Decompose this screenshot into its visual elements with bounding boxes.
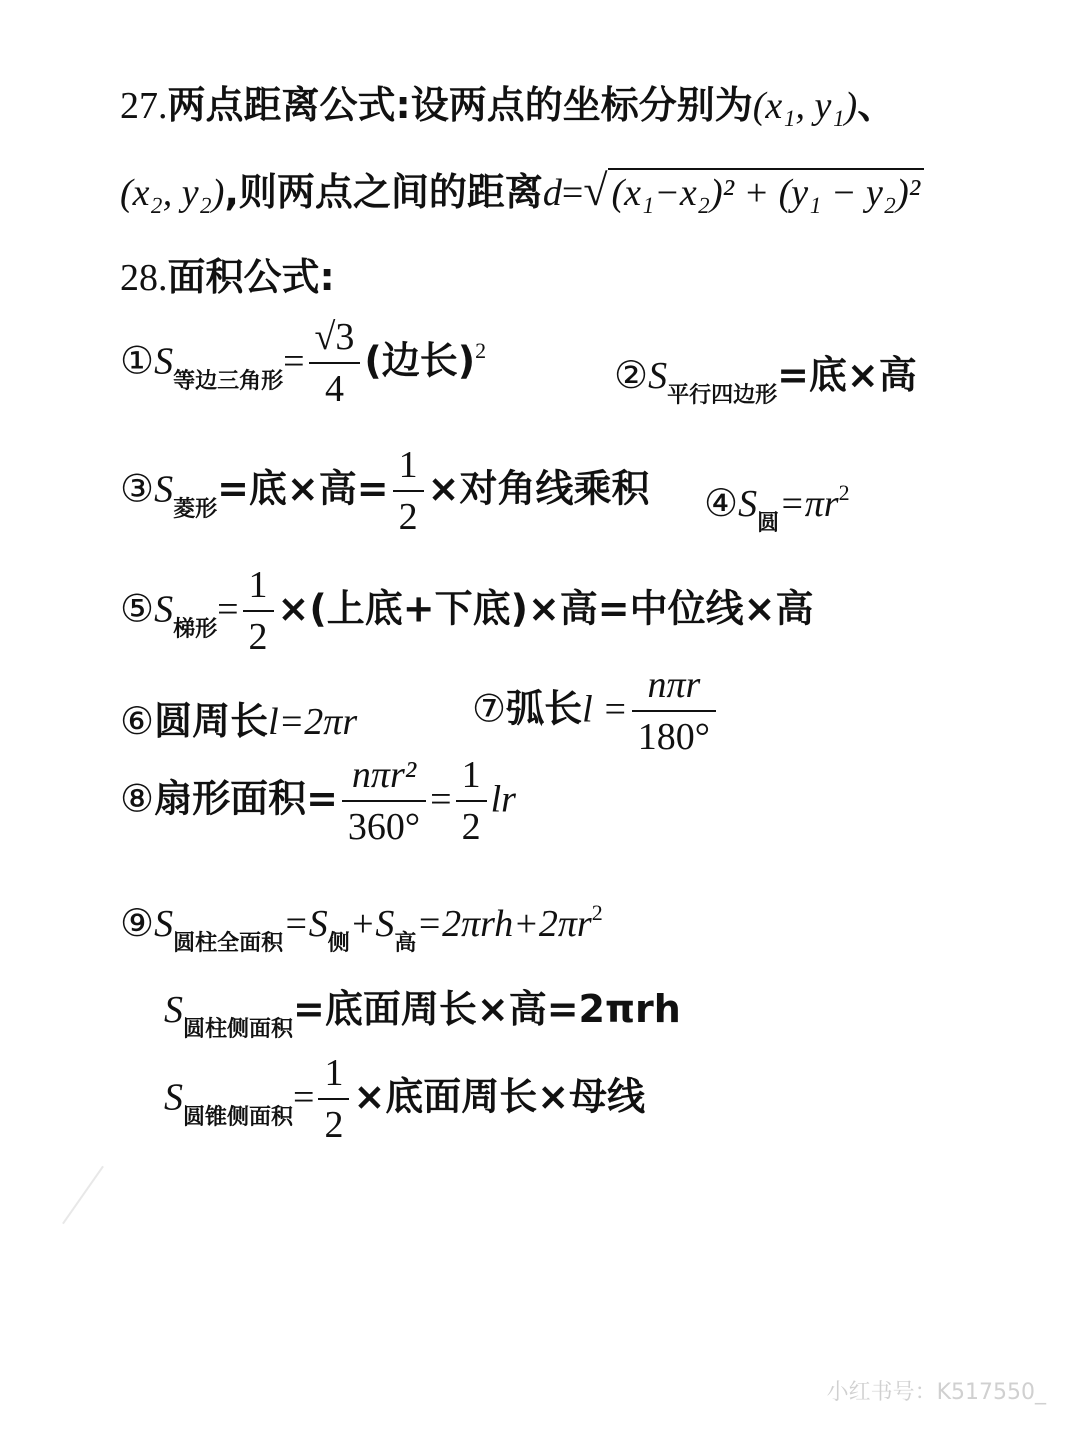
formula-7 — [472, 666, 720, 756]
item-27-intro: 设两点的坐标分别为 — [410, 83, 753, 127]
equals: = — [430, 778, 452, 821]
watermark: 小红书号：K517550_ — [826, 1380, 1046, 1405]
subscript: 平行四边形 — [667, 383, 778, 408]
subscript: 圆柱侧面积 — [183, 1017, 294, 1042]
marker-9: ⑨ — [120, 901, 155, 945]
marker-4: ④ — [704, 481, 739, 525]
denominator: 2 — [461, 806, 481, 848]
marker-2: ② — [614, 353, 649, 397]
marker-7: ⑦ — [472, 686, 507, 731]
formula-9 — [120, 900, 603, 956]
expression: =底面周长×高=2πrh — [293, 987, 681, 1031]
formula-4 — [704, 480, 850, 536]
area-symbol: S — [648, 355, 668, 397]
expression-rest: ×对角线乘积 — [427, 466, 650, 511]
expression: =πr — [779, 483, 839, 525]
expression: =底×高 — [777, 353, 917, 397]
area-symbol: S — [154, 468, 174, 511]
item-27-then: ,则两点之间的距离 — [224, 170, 543, 214]
numerator: √3 — [314, 316, 355, 358]
formula-6 — [120, 699, 358, 743]
equals: = — [293, 1076, 315, 1119]
distance-d: d — [542, 172, 562, 214]
subscript: 圆 — [757, 511, 780, 536]
numerator: nπr — [647, 664, 701, 706]
separator: 、 — [857, 83, 896, 127]
superscript: 2 — [838, 480, 850, 505]
denominator: 180° — [637, 716, 710, 758]
formula-5 — [120, 566, 813, 656]
area-symbol: S — [738, 483, 758, 525]
fraction — [309, 318, 361, 408]
expression: ×底面周长×母线 — [353, 1074, 646, 1119]
denominator: 2 — [248, 616, 268, 658]
area-symbol: S — [154, 588, 174, 631]
equals: = — [561, 172, 584, 214]
area-symbol: S — [154, 903, 174, 945]
subscript: 梯形 — [173, 616, 218, 642]
subscript: 高 — [394, 931, 417, 956]
expression: +S — [349, 903, 395, 945]
fraction — [393, 446, 424, 536]
subscript: 圆锥侧面积 — [183, 1104, 294, 1130]
equals: = — [217, 588, 239, 631]
area-symbol: S — [164, 989, 183, 1031]
denominator: 4 — [324, 368, 344, 410]
formula-10 — [164, 987, 681, 1042]
paper-shadow — [62, 1166, 104, 1224]
formula-1 — [120, 318, 486, 408]
item-28-title: 面积公式: — [167, 255, 335, 299]
numerator: 1 — [248, 564, 268, 606]
denominator: 2 — [398, 496, 418, 538]
item-27-line1 — [120, 83, 896, 127]
expression: =底×高= — [217, 466, 389, 511]
expression: l=2πr — [268, 701, 358, 743]
expression: ×(上底+下底)×高=中位线×高 — [277, 586, 814, 631]
label: 圆周长 — [154, 699, 269, 743]
subscript: 侧 — [327, 931, 350, 956]
formula-3 — [120, 446, 649, 536]
area-symbol: S — [154, 340, 174, 383]
label: 弧长 — [506, 686, 583, 731]
lhs: l = — [582, 688, 628, 731]
numerator: nπr² — [351, 754, 417, 796]
sqrt-icon: √ — [583, 166, 608, 215]
fraction-2 — [456, 756, 487, 846]
marker-5: ⑤ — [120, 586, 155, 631]
numerator: 1 — [461, 754, 481, 796]
expression: =S — [283, 903, 328, 945]
subscript: 菱形 — [173, 496, 218, 522]
fraction — [318, 1054, 349, 1144]
item-27-title: 两点距离公式 — [167, 83, 396, 127]
numerator: 1 — [324, 1052, 344, 1094]
formula-2 — [614, 353, 917, 408]
numerator: 1 — [398, 444, 418, 486]
point-1: (x₁, y₁) — [752, 85, 858, 127]
area-symbol: S — [164, 1076, 183, 1119]
expression: (边长) — [364, 338, 476, 383]
subscript: 圆柱全面积 — [173, 931, 284, 956]
point-2: (x₂, y₂) — [120, 172, 225, 214]
item-28-line — [120, 255, 335, 299]
formula-8 — [120, 756, 516, 846]
formula-11 — [164, 1054, 645, 1144]
item-27-line2 — [120, 168, 924, 213]
expression: lr — [490, 778, 516, 821]
marker-1: ① — [120, 338, 155, 383]
expression: =2πrh+2πr — [416, 903, 592, 945]
superscript: 2 — [591, 900, 603, 925]
item-27-number: 27. — [120, 85, 168, 127]
superscript: 2 — [475, 337, 487, 363]
denominator: 2 — [324, 1104, 344, 1146]
marker-8: ⑧ — [120, 776, 155, 821]
item-28-number: 28. — [120, 257, 168, 299]
fraction — [243, 566, 274, 656]
denominator: 360° — [347, 806, 421, 848]
radicand: (x₁−x₂)² + (y₁ − y₂)² — [608, 168, 925, 212]
marker-6: ⑥ — [120, 699, 155, 743]
item-27-colon: : — [395, 83, 411, 127]
equals: = — [283, 340, 305, 383]
fraction — [342, 756, 426, 846]
marker-3: ③ — [120, 466, 155, 511]
fraction — [632, 666, 716, 756]
subscript: 等边三角形 — [173, 368, 284, 394]
label: 扇形面积= — [154, 776, 338, 821]
